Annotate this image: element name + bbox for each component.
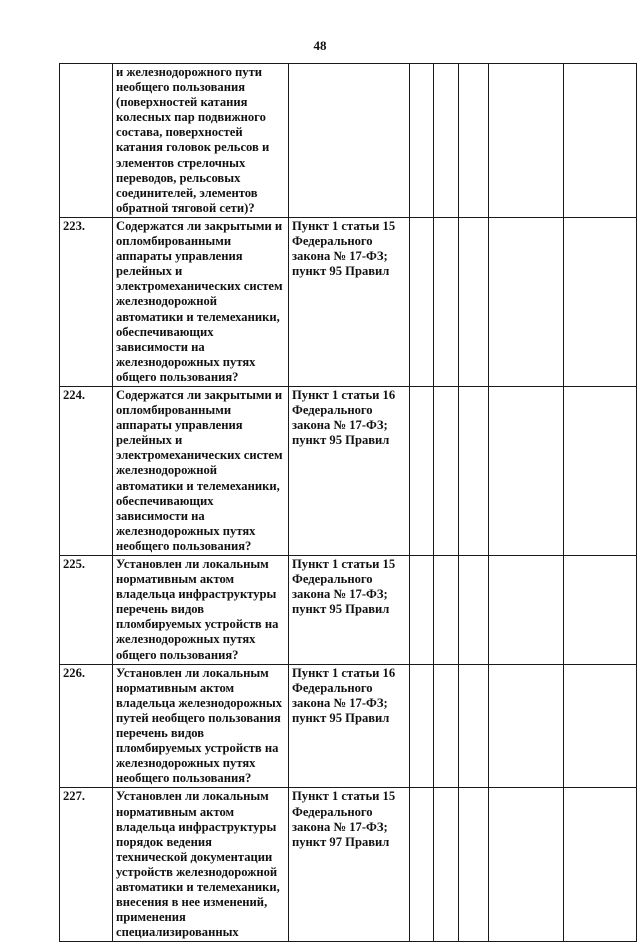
answer-na-cell xyxy=(459,664,489,788)
row-number: 224. xyxy=(60,386,113,555)
answer-yes-cell xyxy=(410,217,434,386)
answer-na-cell xyxy=(459,64,489,218)
comment-cell xyxy=(564,664,637,788)
legal-basis: Пункт 1 статьи 15 Федерального закона № 17-ФЗ; пункт 97 Правил xyxy=(289,788,410,942)
note-cell xyxy=(489,788,564,942)
answer-no-cell xyxy=(434,386,459,555)
answer-yes-cell xyxy=(410,64,434,218)
requirement-question: и железнодорожного пути необщего пользования (поверхностей катания колесных пар подвижного состава, поверхностей катания головок рельсов и элементов стрелочных переводов, рельсовых соединителей, элементов обратной тяговой сети)? xyxy=(113,64,289,218)
comment-cell xyxy=(564,788,637,942)
requirement-question: Содержатся ли закрытыми и опломбированными аппараты управления релейных и электромеханических систем железнодорожной автоматики и телемеханики, обеспечивающих зависимости на железнодорожных путях общего пользования? xyxy=(113,217,289,386)
comment-cell xyxy=(564,217,637,386)
legal-basis: Пункт 1 статьи 16 Федерального закона № 17-ФЗ; пункт 95 Правил xyxy=(289,664,410,788)
legal-basis xyxy=(289,64,410,218)
row-number: 227. xyxy=(60,788,113,942)
table-row xyxy=(60,386,637,555)
requirement-question: Установлен ли локальным нормативным актом владельца железнодорожных путей необщего пользования перечень видов пломбируемых устройств на железнодорожных путях необщего пользования? xyxy=(113,664,289,788)
table-row xyxy=(60,217,637,386)
answer-yes-cell xyxy=(410,788,434,942)
answer-yes-cell xyxy=(410,386,434,555)
requirement-question: Установлен ли локальным нормативным актом владельца инфраструктуры перечень видов пломбируемых устройств на железнодорожных путях общего пользования? xyxy=(113,556,289,665)
note-cell xyxy=(489,386,564,555)
page-number: 48 xyxy=(313,38,327,53)
answer-yes-cell xyxy=(410,664,434,788)
row-number: 226. xyxy=(60,664,113,788)
row-number: 223. xyxy=(60,217,113,386)
answer-no-cell xyxy=(434,64,459,218)
row-number: 225. xyxy=(60,556,113,665)
table-row xyxy=(60,556,637,665)
answer-no-cell xyxy=(434,664,459,788)
answer-no-cell xyxy=(434,217,459,386)
answer-yes-cell xyxy=(410,556,434,665)
row-number xyxy=(60,64,113,218)
note-cell xyxy=(489,217,564,386)
table-row xyxy=(60,64,637,218)
note-cell xyxy=(489,664,564,788)
requirement-question: Установлен ли локальным нормативным актом владельца инфраструктуры порядок ведения технической документации устройств железнодорожной автоматики и телемеханики, внесения в нее изменений, применения специализированных xyxy=(113,788,289,942)
legal-basis: Пункт 1 статьи 15 Федерального закона № 17-ФЗ; пункт 95 Правил xyxy=(289,217,410,386)
answer-no-cell xyxy=(434,788,459,942)
comment-cell xyxy=(564,64,637,218)
answer-no-cell xyxy=(434,556,459,665)
answer-na-cell xyxy=(459,556,489,665)
answer-na-cell xyxy=(459,788,489,942)
comment-cell xyxy=(564,556,637,665)
legal-basis: Пункт 1 статьи 16 Федерального закона № 17-ФЗ; пункт 95 Правил xyxy=(289,386,410,555)
note-cell xyxy=(489,64,564,218)
table-row xyxy=(60,664,637,788)
table-row xyxy=(60,788,637,942)
requirement-question: Содержатся ли закрытыми и опломбированными аппараты управления релейных и электромеханических систем железнодорожной автоматики и телемеханики, обеспечивающих зависимости на железнодорожных путях необщего пользования? xyxy=(113,386,289,555)
checklist-table xyxy=(59,63,637,942)
note-cell xyxy=(489,556,564,665)
comment-cell xyxy=(564,386,637,555)
answer-na-cell xyxy=(459,217,489,386)
legal-basis: Пункт 1 статьи 15 Федерального закона № 17-ФЗ; пункт 95 Правил xyxy=(289,556,410,665)
answer-na-cell xyxy=(459,386,489,555)
